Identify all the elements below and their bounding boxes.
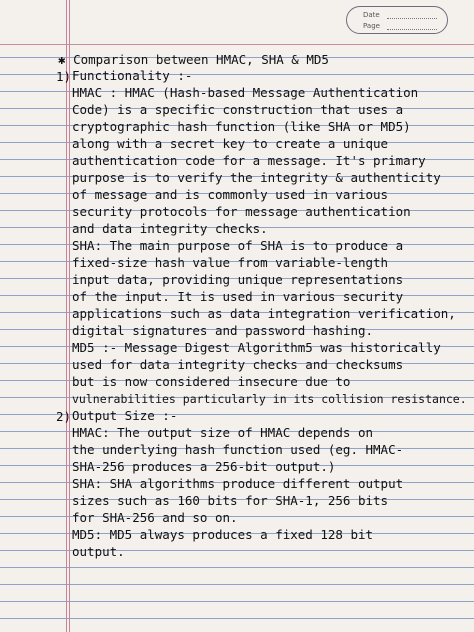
text-line: sizes such as 160 bits for SHA-1, 256 bits [72, 494, 389, 508]
text-line: applications such as data integration verification, [72, 307, 456, 321]
text-line: vulnerabilities particularly in its collision resistance. [72, 392, 467, 406]
text-line: used for data integrity checks and checksums [72, 358, 404, 372]
text-line: for SHA-256 and so on. [72, 511, 238, 525]
text-line: output. [72, 545, 125, 559]
text-line: SHA-256 produces a 256-bit output.) [72, 460, 336, 474]
text-line: MD5 :- Message Digest Algorithm5 was historically [72, 341, 441, 355]
text-line: fixed-size hash value from variable-length [72, 256, 389, 270]
star-icon: ✱ [58, 53, 66, 67]
date-field [387, 18, 437, 19]
section-heading: Functionality :- [72, 69, 193, 83]
title-text: Comparison between HMAC, SHA & MD5 [73, 53, 329, 67]
text-line: HMAC: The output size of HMAC depends on [72, 426, 374, 440]
text-line: Code) is a specific construction that uses a [72, 103, 404, 117]
text-line: digital signatures and password hashing. [72, 324, 374, 338]
text-line: cryptographic hash function (like SHA or MD5) [72, 120, 411, 134]
text-line: of the input. It is used in various security [72, 290, 404, 304]
date-label: Date [363, 11, 380, 19]
section-number: 1) [56, 69, 72, 84]
margin-line [66, 0, 67, 632]
text-line: purpose is to verify the integrity & authenticity [72, 171, 441, 185]
page-label: Page [363, 22, 380, 30]
section-heading: Output Size :- [72, 409, 178, 423]
text-line: SHA: The main purpose of SHA is to produce a [72, 239, 404, 253]
text-line: authentication code for a message. It's primary [72, 154, 426, 168]
text-line: input data, providing unique representations [72, 273, 404, 287]
page-title [58, 53, 454, 67]
margin-line [69, 0, 70, 632]
text-line: security protocols for message authentication [72, 205, 411, 219]
text-line: the underlying hash function used (eg. HMAC- [72, 443, 404, 457]
text-line: and data integrity checks. [72, 222, 268, 236]
text-line: MD5: MD5 always produces a fixed 128 bit [72, 528, 374, 542]
text-line: along with a secret key to create a unique [72, 137, 389, 151]
date-page-box [346, 6, 448, 34]
text-line: SHA: SHA algorithms produce different output [72, 477, 404, 491]
page-field [387, 29, 437, 30]
text-line: HMAC : HMAC (Hash-based Message Authentication [72, 86, 419, 100]
section-number: 2) [56, 409, 72, 424]
text-line: of message and is commonly used in various [72, 188, 389, 202]
text-line: but is now considered insecure due to [72, 375, 351, 389]
